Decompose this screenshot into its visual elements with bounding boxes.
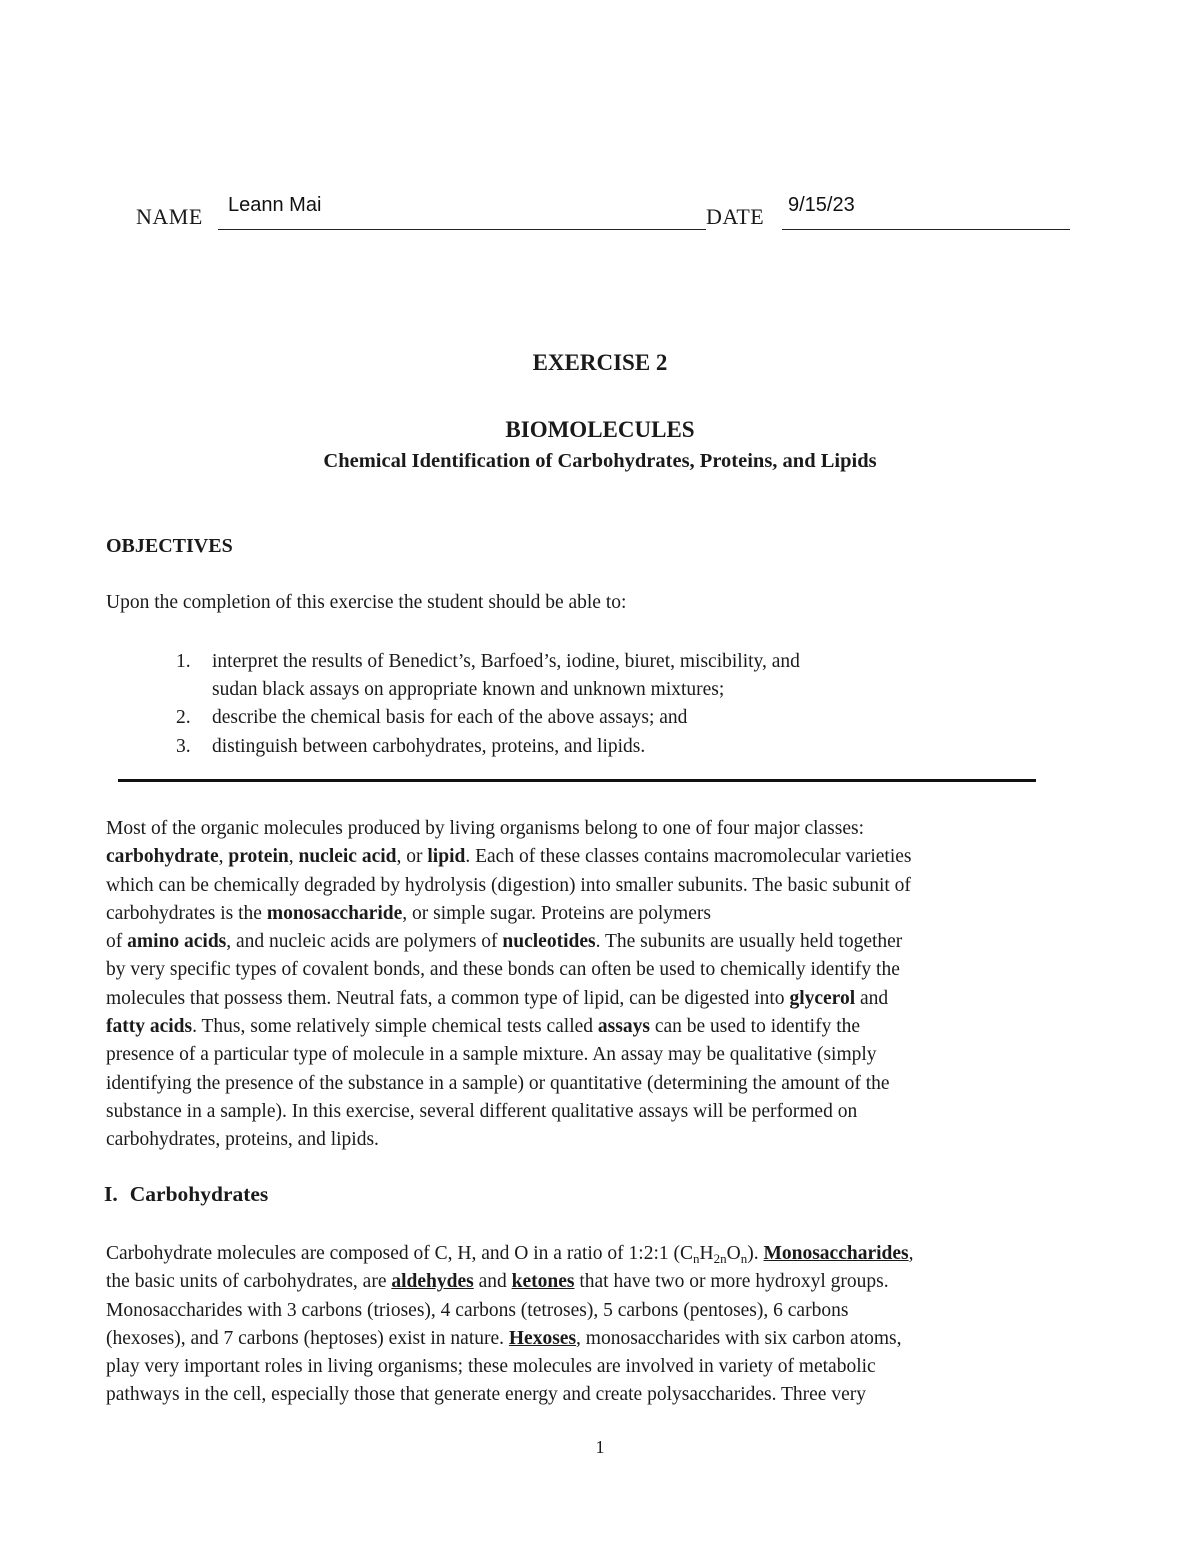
- term-protein: protein: [228, 846, 289, 868]
- text-run: , or simple sugar. Proteins are polymers: [402, 902, 711, 924]
- carbohydrates-paragraph: [106, 1240, 1096, 1410]
- term-monosaccharides: Monosaccharides: [763, 1243, 909, 1264]
- name-value: Leann Mai: [228, 194, 322, 216]
- text-run: and: [473, 1271, 512, 1293]
- text-line: presence of a particular type of molecule in a sample mixture. An assay may be qualitative (simply: [106, 1044, 877, 1066]
- text-line: pathways in the cell, especially those that generate energy and create polysaccharides. Three very: [106, 1384, 866, 1406]
- text-run: , monosaccharides with six carbon atoms,: [576, 1327, 902, 1349]
- text-run: can be used to identify the: [649, 1016, 861, 1038]
- term-glycerol: glycerol: [789, 987, 856, 1009]
- objectives-list: [106, 648, 1006, 761]
- text-line: by very specific types of covalent bonds, and these bonds can often be used to chemically identify the: [106, 959, 900, 981]
- text-run: ,: [908, 1243, 914, 1264]
- intro-paragraph: [106, 815, 1096, 1155]
- term-lipid: lipid: [427, 846, 466, 868]
- subscript: n: [693, 1251, 700, 1266]
- objective-number: 3.: [176, 735, 191, 757]
- objective-text: interpret the results of Benedict’s, Barfoed’s, iodine, biuret, miscibility, and: [212, 651, 800, 672]
- objective-number: 2.: [176, 707, 191, 729]
- subscript: n: [740, 1251, 748, 1266]
- objectives-heading: OBJECTIVES: [106, 535, 233, 557]
- objectives-intro: Upon the completion of this exercise the student should be able to:: [106, 592, 627, 613]
- subtitle: Chemical Identification of Carbohydrates, Proteins, and Lipids: [323, 450, 877, 472]
- text-line: [106, 843, 1096, 871]
- objective-text: describe the chemical basis for each of the above assays; and: [212, 707, 688, 729]
- topic-title: BIOMOLECULES: [505, 417, 695, 442]
- text-line: [106, 1240, 1096, 1268]
- term-nucleic-acid: nucleic acid: [298, 846, 397, 868]
- subscript: 2n: [713, 1251, 727, 1266]
- term-ketones: ketones: [511, 1271, 575, 1293]
- text-line: [106, 1325, 1096, 1353]
- date-value: 9/15/23: [788, 194, 855, 216]
- text-run: O: [726, 1243, 741, 1264]
- text-line: substance in a sample). In this exercise, several different qualitative assays will be performed on: [106, 1100, 858, 1122]
- text-run: , or: [396, 846, 428, 868]
- term-nucleotides: nucleotides: [502, 931, 596, 953]
- term-monosaccharide: monosaccharide: [266, 902, 403, 924]
- text-run: (hexoses), and 7 carbons (heptoses) exist in nature.: [106, 1327, 509, 1349]
- date-label: DATE: [706, 204, 765, 229]
- page-number: 1: [595, 1437, 605, 1457]
- text-run: ,: [218, 846, 229, 868]
- text-run: . The subunits are usually held together: [595, 931, 903, 953]
- text-run: H: [699, 1243, 714, 1264]
- term-amino-acids: amino acids: [127, 931, 227, 953]
- name-line: [218, 228, 706, 230]
- section-number: I.: [104, 1182, 118, 1206]
- text-line: identifying the presence of the substance in a sample) or quantitative (determining the amount of the: [106, 1072, 890, 1094]
- term-assays: assays: [597, 1016, 650, 1038]
- term-carbohydrate: carbohydrate: [106, 846, 219, 868]
- text-run: carbohydrates is the: [106, 902, 267, 924]
- text-run: molecules that possess them. Neutral fats, a common type of lipid, can be digested into: [106, 987, 790, 1009]
- name-label: NAME: [136, 204, 203, 229]
- text-run: ).: [747, 1243, 764, 1264]
- term-aldehydes: aldehydes: [391, 1271, 474, 1293]
- section-heading-carbohydrates: [104, 1182, 268, 1207]
- text-run: ,: [288, 846, 299, 868]
- name-date-header: [136, 190, 1070, 234]
- text-line: [106, 1268, 1096, 1296]
- text-line: Monosaccharides with 3 carbons (trioses), 4 carbons (tetroses), 5 carbons (pentoses), 6 carbons: [106, 1299, 849, 1321]
- text-line: Most of the organic molecules produced by living organisms belong to one of four major classes:: [106, 818, 865, 839]
- text-run: . Thus, some relatively simple chemical tests called: [192, 1016, 598, 1038]
- term-hexoses: Hexoses: [508, 1327, 577, 1349]
- objective-text: sudan black assays on appropriate known and unknown mixtures;: [212, 679, 725, 701]
- section-divider: [118, 779, 1036, 782]
- text-line: carbohydrates, proteins, and lipids.: [106, 1129, 379, 1151]
- text-line: [106, 985, 1096, 1013]
- objective-item: [106, 648, 1006, 704]
- objective-item: [106, 733, 1006, 761]
- date-line: [782, 228, 1070, 230]
- text-run: the basic units of carbohydrates, are: [106, 1271, 392, 1293]
- text-line: which can be chemically degraded by hydrolysis (digestion) into smaller subunits. The basic subunit of: [106, 874, 911, 896]
- objective-text: distinguish between carbohydrates, proteins, and lipids.: [212, 735, 646, 757]
- objective-number: 1.: [176, 651, 191, 672]
- term-fatty-acids: fatty acids: [106, 1016, 193, 1038]
- text-line: play very important roles in living organisms; these molecules are involved in variety of metabolic: [106, 1356, 876, 1378]
- text-run: of: [106, 931, 128, 953]
- text-run: and: [855, 987, 889, 1009]
- text-run: , and nucleic acids are polymers of: [226, 931, 503, 953]
- text-line: [106, 928, 1096, 956]
- exercise-title: EXERCISE 2: [532, 350, 668, 375]
- text-line: [106, 1013, 1096, 1041]
- text-run: Carbohydrate molecules are composed of C, H, and O in a ratio of 1:2:1 (C: [106, 1243, 694, 1264]
- text-line: [106, 900, 1096, 928]
- text-run: . Each of these classes contains macromolecular varieties: [465, 846, 912, 868]
- section-title: Carbohydrates: [129, 1182, 269, 1206]
- objective-item: [106, 704, 1006, 732]
- text-run: that have two or more hydroxyl groups.: [574, 1271, 889, 1293]
